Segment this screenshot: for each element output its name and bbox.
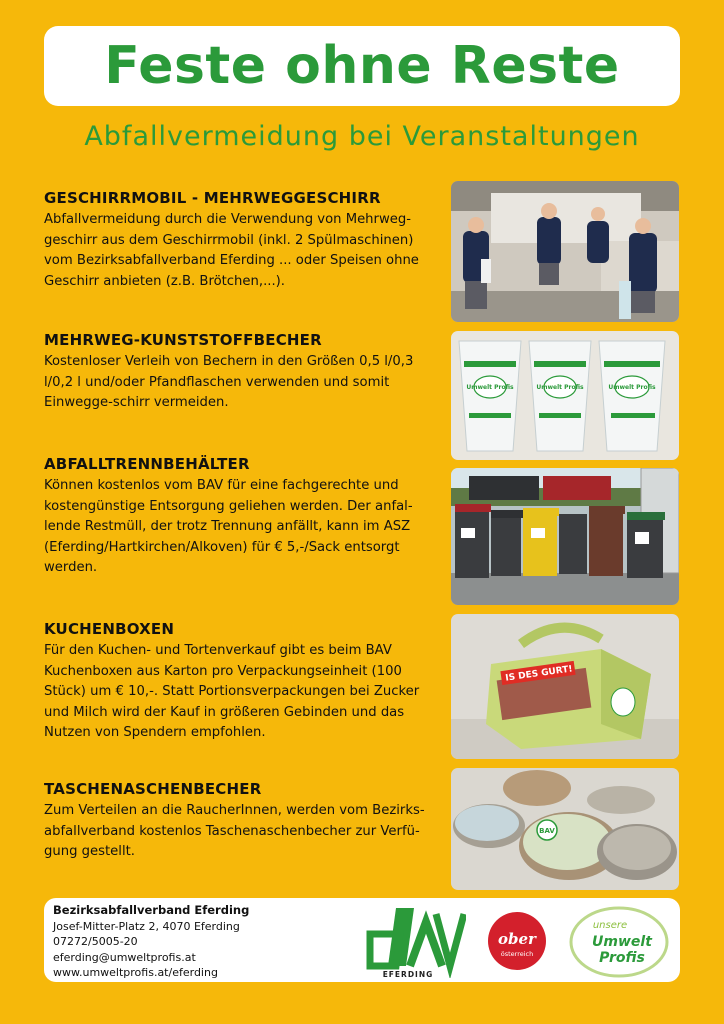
section-text: Zum Verteilen an die RaucherInnen, werden vom Bezirks-abfallverband kostenlos Taschenaschenbecher zur Verfü-gung gestellt. xyxy=(44,803,425,859)
bins-photo xyxy=(451,468,679,605)
ooe-mark: ober xyxy=(498,930,536,948)
section-geschirrmobil xyxy=(44,189,446,292)
contact-info xyxy=(53,903,249,981)
org-name: Bezirksabfallverband Eferding xyxy=(53,903,250,917)
section-text: Kostenloser Verleih von Bechern in den Größen 0,5 l/0,3 l/0,2 l und/oder Pfandflaschen verwenden und somit Einwegge-schirr vermeiden. xyxy=(44,354,414,410)
title-banner xyxy=(44,26,680,106)
bav-logo xyxy=(366,904,466,978)
section-heading: ABFALLTRENNBEHÄLTER xyxy=(44,455,250,473)
email-link[interactable]: eferding@umweltprofis.at xyxy=(53,950,196,964)
umweltprofis-logo xyxy=(568,904,670,978)
web-link[interactable]: www.umweltprofis.at/eferding xyxy=(53,966,218,980)
tin-label: BAV xyxy=(539,827,555,835)
bav-subtitle: EFERDING xyxy=(382,970,434,978)
team-photo xyxy=(451,181,679,322)
section-text: Abfallvermeidung durch die Verwendung von Mehrweg-geschirr aus dem Geschirrmobil (inkl. 2 Spülmaschinen) vom Bezirksabfallverband Eferding ... oder Speisen ohne Geschirr anbieten (z.B. Brötchen,...). xyxy=(44,212,419,289)
cup-label: Umwelt Profis xyxy=(466,384,514,391)
address: Josef-Mitter-Platz 2, 4070 Eferding xyxy=(53,919,240,933)
page-title: Feste ohne Reste xyxy=(104,36,620,96)
ooe-logo xyxy=(487,911,547,971)
cups-photo xyxy=(451,331,679,460)
cake-box-photo xyxy=(451,614,679,759)
phone: 07272/5005-20 xyxy=(53,935,138,949)
section-taschenaschenbecher xyxy=(44,780,446,863)
ooe-sub: österreich xyxy=(500,950,534,958)
page-subtitle: Abfallvermeidung bei Veranstaltungen xyxy=(84,121,640,152)
section-text: Für den Kuchen- und Tortenverkauf gibt es beim BAV Kuchenboxen aus Karton pro Verpackungseinheit (100 Stück) um € 10,-. Statt Portionsverpackungen bei Zucker und Milch wird der Kauf in größeren Gebinden und das Nutzen von Spendern empfohlen. xyxy=(44,643,420,740)
section-heading: MEHRWEG-KUNSTSTOFFBECHER xyxy=(44,331,322,349)
section-heading: KUCHENBOXEN xyxy=(44,620,175,638)
section-kunststoffbecher xyxy=(44,331,446,414)
section-heading: GESCHIRRMOBIL - MEHRWEGGESCHIRR xyxy=(44,189,381,207)
footer-contact-box xyxy=(44,898,680,982)
umweltprofis-line1: Umwelt xyxy=(592,934,652,950)
cup-label: Umwelt Profis xyxy=(608,384,656,391)
cup-label: Umwelt Profis xyxy=(536,384,584,391)
section-kuchenboxen xyxy=(44,620,446,744)
umweltprofis-top: unsere xyxy=(592,920,628,931)
section-heading: TASCHENASCHENBECHER xyxy=(44,780,262,798)
section-abfalltrennbehaelter xyxy=(44,455,446,579)
section-text: Können kostenlos vom BAV für eine fachgerechte und kostengünstige Entsorgung geliehen werden. Der anfal-lende Restmüll, der trotz Trennung anfällt, kann im ASZ (Eferding/Hartkirchen/Alkoven) für € 5,-/Sack entsorgt werden. xyxy=(44,478,413,575)
box-label: IS DES GURT! xyxy=(504,664,574,684)
ashtray-photo xyxy=(451,768,679,890)
umweltprofis-line2: Profis xyxy=(599,950,645,966)
